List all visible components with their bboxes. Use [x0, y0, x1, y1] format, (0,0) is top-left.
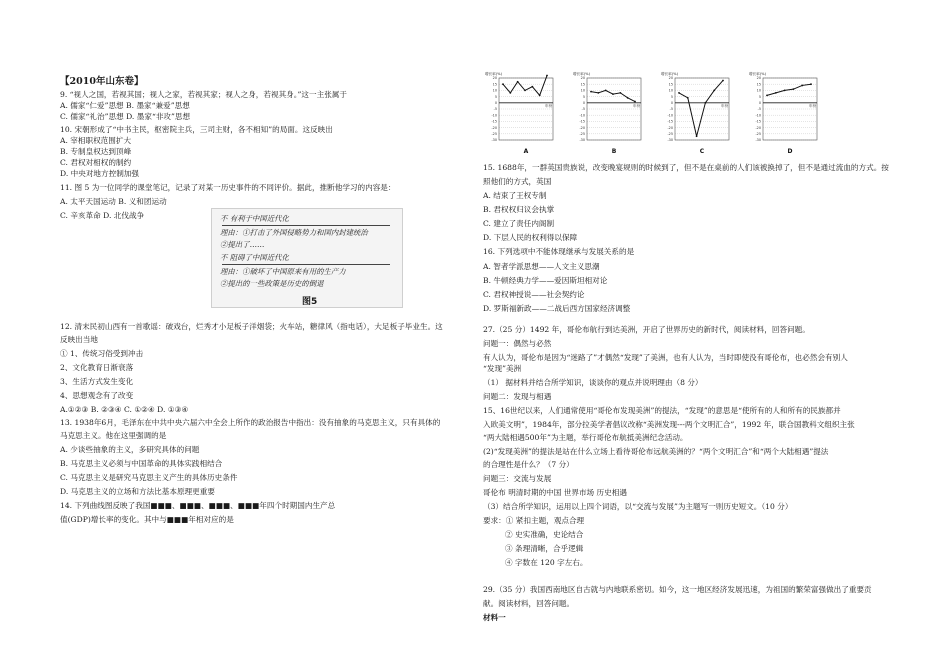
- data-point: [687, 97, 689, 99]
- data-point: [801, 85, 803, 87]
- data-point: [524, 90, 526, 92]
- tick-label: -20: [755, 125, 761, 130]
- q27-text: “两大陆相遇500年”为主题，举行哥伦布航抵美洲纪念活动。: [483, 433, 688, 442]
- data-point: [590, 91, 592, 93]
- data-point: [696, 135, 698, 137]
- tick-label: 5: [494, 94, 497, 99]
- q27-sub-2: (2)“发现美洲”的提法是站在什么立场上看待哥伦布远航美洲的？“两个文明汇合”和“两个大陆相遇”提法: [483, 447, 829, 456]
- q13-option-d: D. 马克思主义的立场和方法比基本原理更重要: [60, 487, 215, 496]
- chart-letter: B: [611, 148, 617, 155]
- data-point: [612, 93, 614, 95]
- tick-label: 5: [670, 94, 673, 99]
- q27-text: 15、16世纪以来，人们通常使用“哥伦布发现美洲”的提法，“发现”的意思是“使所有的人和所有的民族都并: [483, 406, 841, 415]
- tick-label: -30: [667, 138, 673, 143]
- figure-5-notes-image: [211, 208, 403, 308]
- tick-label: 20: [492, 76, 497, 81]
- tick-label: 10: [492, 88, 497, 93]
- notes-rule: [222, 264, 390, 265]
- chart-c: [661, 71, 729, 155]
- tick-label: -10: [579, 113, 585, 118]
- chart-letter: D: [787, 148, 793, 155]
- notes-rule: [222, 225, 390, 226]
- q16-option-a: A. 智者学派思想——人文主义思潮: [483, 262, 600, 271]
- data-point: [627, 97, 629, 99]
- tick-label: 0: [494, 101, 497, 105]
- q10-option-a: A. 宰相职权范围扩大: [60, 136, 132, 145]
- q12-item-3: 3、生活方式发生变化: [60, 377, 134, 386]
- exam-title: 【2010年山东卷】: [60, 76, 144, 87]
- q15-stem-cont: 照他们的方式，英国: [483, 177, 552, 186]
- tick-label: -20: [579, 125, 585, 130]
- x-axis-label: 年份: [545, 103, 553, 108]
- tick-label: -20: [667, 125, 673, 130]
- notes-line: 不 阻碍了中国近代化: [220, 253, 289, 262]
- tick-label: -30: [755, 138, 761, 143]
- q16-option-c: C. 君权神授说——社会契约论: [483, 290, 585, 299]
- chart-b: [573, 71, 641, 155]
- notes-line: ②提出的一些政策是历史的倒退: [220, 279, 324, 288]
- tick-label: 15: [668, 82, 673, 87]
- q12-stem-cont: 反映出当地: [60, 335, 98, 344]
- tick-label: -15: [579, 119, 585, 124]
- chart-d: [749, 71, 817, 155]
- q27-text: 入欧美文明”，1984年，部分拉美学者倡议改称“美洲发现---两个文明汇合”，1992 年，联合国教科文组织主张: [483, 420, 855, 429]
- q10-stem: 10. 宋朝形成了“中书主民，枢密院主兵，三司主财，各不相知”的局面。这反映出: [60, 125, 333, 134]
- q13-option-b: B. 马克思主义必须与中国革命的具体实践相结合: [60, 459, 223, 468]
- q16-option-d: D. 罗斯福新政——二战后西方国家经济调整: [483, 304, 631, 313]
- tick-label: -25: [755, 132, 761, 136]
- series-line: [679, 80, 723, 136]
- q9-options-cd: C. 儒家“礼治”思想 D. 墨家“非攻”思想: [60, 112, 191, 121]
- tick-label: -25: [667, 132, 673, 136]
- tick-label: -15: [667, 119, 673, 124]
- data-point: [539, 94, 541, 96]
- q15-option-c: C. 建立了责任内阁制: [483, 219, 555, 228]
- tick-label: -5: [669, 107, 673, 112]
- q13-stem: 13. 1938年6月，毛泽东在中共中央六届六中全会上所作的政治报告中指出：没有抽象的马克思主义，只有具体的: [60, 418, 441, 427]
- tick-label: 20: [580, 76, 585, 81]
- y-axis-label: 增长率(%): [661, 72, 678, 76]
- series-line: [591, 90, 635, 101]
- data-point: [766, 94, 768, 96]
- series-line: [767, 84, 811, 95]
- q27-requirement: ② 史实准确，史论结合: [505, 530, 584, 539]
- data-point: [531, 86, 533, 88]
- data-point: [634, 101, 636, 103]
- q10-option-c: C. 君权对相权的制约: [60, 158, 132, 167]
- tick-label: 0: [582, 101, 585, 105]
- tick-label: -10: [491, 113, 497, 118]
- tick-label: -5: [493, 107, 497, 112]
- data-point: [509, 92, 511, 94]
- tick-label: -5: [757, 107, 761, 112]
- material-one-heading: 材料一: [483, 613, 506, 622]
- tick-label: -15: [755, 119, 761, 124]
- q27-text: “发现”美洲: [483, 364, 522, 373]
- q13-option-c: C. 马克思主义是研究马克思主义产生的具体历史条件: [60, 473, 238, 482]
- q10-option-d: D. 中央对地方控制加强: [60, 169, 139, 178]
- tick-label: -30: [579, 138, 585, 143]
- notes-line: 理由：①破坏了中国原来有用的生产力: [220, 267, 346, 276]
- q15-option-a: A. 结束了王权专制: [483, 191, 547, 200]
- data-point: [546, 75, 548, 77]
- figure-5-caption: 图5: [302, 297, 318, 307]
- q13-stem-cont: 马克思主义。他在这里强调的是: [60, 431, 167, 440]
- q27-sub-1: （1） 据材料并结合所学知识，谈谈你的观点并说明理由（8 分）: [483, 378, 703, 387]
- tick-label: 5: [582, 94, 585, 99]
- q27-keywords: 哥伦布 明清时期的中国 世界市场 历史相遇: [483, 488, 627, 497]
- data-point: [775, 92, 777, 94]
- q15-option-d: D. 下层人民的权利得以保障: [483, 233, 578, 242]
- q16-stem: 16. 下列选项中不能体现继承与发展关系的是: [483, 247, 635, 256]
- tick-label: 15: [580, 82, 585, 87]
- q27-sub-3: （3）结合所学知识，运用以上四个词语，以“交流与发展”为主题写一则历史短文。（10 分）: [483, 502, 793, 511]
- q14-stem: 14. 下列曲线图反映了我国■■■、■■■、■■■、■■■年四个时期国内生产总: [60, 501, 336, 510]
- tick-label: -15: [491, 119, 497, 124]
- tick-label: 0: [758, 101, 761, 105]
- tick-label: 10: [580, 88, 585, 93]
- data-point: [517, 81, 519, 83]
- q29-stem-cont: 献。阅读材料，回答问题。: [483, 599, 575, 608]
- y-axis-label: 增长率(%): [485, 72, 502, 76]
- q27-problem-1: 问题一：偶然与必然: [483, 339, 552, 348]
- data-point: [597, 92, 599, 94]
- q16-option-b: B. 牛顿经典力学——爱因斯坦相对论: [483, 276, 608, 285]
- notes-line: ②提出了……: [220, 240, 265, 249]
- q29-stem: 29.（35 分）我国西南地区自古就与内地联系密切。如今，这一地区经济发展迅速，为祖国的繁荣富强做出了重要贡: [483, 585, 872, 594]
- data-point: [605, 90, 607, 92]
- q27-problem-2: 问题二：发现与相遇: [483, 392, 552, 401]
- y-axis-label: 增长率(%): [573, 72, 590, 76]
- q13-option-a: A. 少谈些抽象的主义，多研究具体的问题: [60, 445, 200, 454]
- tick-label: 20: [756, 76, 761, 81]
- tick-label: -10: [667, 113, 673, 118]
- chart-a: [485, 71, 553, 155]
- q12-item-1: ① 1、传统习俗受到冲击: [60, 349, 144, 358]
- data-point: [810, 83, 812, 85]
- data-point: [705, 102, 707, 104]
- tick-label: -25: [491, 132, 497, 136]
- y-axis-label: 增长率(%): [749, 72, 766, 76]
- data-point: [713, 90, 715, 92]
- data-point: [619, 92, 621, 94]
- q12-stem: 12. 清末民初山西有一首歌谣：破戏台，烂秀才小足板子洋烟袋；火车站，糖律风（指电话），大足板子毕业生。这: [60, 322, 443, 331]
- q27-sub-2-cont: 的合理性是什么？（7 分）: [483, 460, 574, 469]
- notes-line: 理由：①打击了外国侵略势力和国内封建统治: [220, 228, 368, 237]
- x-axis-label: 年份: [633, 103, 641, 108]
- q27-stem: 27.（25 分）1492 年，哥伦布航行到达美洲，开启了世界历史的新时代，阅读材料，回答问题。: [483, 325, 810, 334]
- data-point: [722, 80, 724, 82]
- tick-label: -10: [755, 113, 761, 118]
- data-point: [502, 83, 504, 85]
- tick-label: 0: [670, 101, 673, 105]
- q11-options-cd: C. 辛亥革命 D. 北伐战争: [60, 211, 145, 220]
- tick-label: -25: [579, 132, 585, 136]
- x-axis-label: 年份: [809, 103, 817, 108]
- x-axis-label: 年份: [721, 103, 729, 108]
- gdp-growth-charts: [483, 70, 843, 156]
- tick-label: -5: [581, 107, 585, 112]
- data-point: [793, 88, 795, 90]
- q15-option-b: B. 君权权归议会执掌: [483, 205, 555, 214]
- q12-item-2: 2、文化教育日渐衰落: [60, 363, 134, 372]
- q12-options: A.①②③ B. ②③④ C. ①②④ D. ①③④: [60, 405, 189, 414]
- tick-label: 10: [668, 88, 673, 93]
- tick-label: 5: [758, 94, 761, 99]
- data-point: [678, 92, 680, 94]
- q11-options-ab: A. 太平天国运动 B. 义和团运动: [60, 197, 167, 206]
- tick-label: 15: [756, 82, 761, 87]
- q9-stem: 9. “视人之国，若视其国；视人之家，若视其家；视人之身，若视其身。”这一主张属于: [60, 90, 347, 99]
- notes-line: 不 有利于中国近代化: [220, 214, 289, 223]
- tick-label: 15: [492, 82, 497, 87]
- q27-requirement: ③ 条理清晰，合乎逻辑: [505, 544, 584, 553]
- q27-requirement: ④ 字数在 120 字左右。: [505, 558, 588, 567]
- tick-label: -30: [491, 138, 497, 143]
- q27-text: 有人认为，哥伦布是因为“迷路了”才偶然“发现”了美洲，也有人认为，当时即使没有哥伦布，也必然会有别人: [483, 353, 848, 362]
- q27-problem-3: 问题三：交流与发展: [483, 474, 552, 483]
- q27-requirements: 要求：① 紧扣主题，观点合理: [483, 516, 585, 525]
- q11-stem: 11. 图 5 为一位同学的课堂笔记，记录了对某一历史事件的不同评价。据此，推断他学习的内容是：: [60, 183, 396, 192]
- q15-stem: 15. 1688年，一群英国贵族说，改变晚宴规则的时候到了，但不是在桌前的人们该被换掉了，但不是通过流血的方式。按: [483, 163, 889, 172]
- q10-option-b: B. 专制皇权达到顶峰: [60, 147, 132, 156]
- q9-options-ab: A. 儒家“仁爱”思想 B. 墨家“兼爱”思想: [60, 101, 190, 110]
- q14-stem-cont: 值(GDP)增长率的变化。其中与■■■年相对应的是: [60, 515, 234, 524]
- data-point: [784, 90, 786, 92]
- chart-letter: A: [523, 148, 529, 155]
- chart-letter: C: [699, 148, 705, 155]
- tick-label: 20: [668, 76, 673, 81]
- tick-label: 10: [756, 88, 761, 93]
- tick-label: -20: [491, 125, 497, 130]
- q12-item-4: 4、思想观念有了改变: [60, 391, 134, 400]
